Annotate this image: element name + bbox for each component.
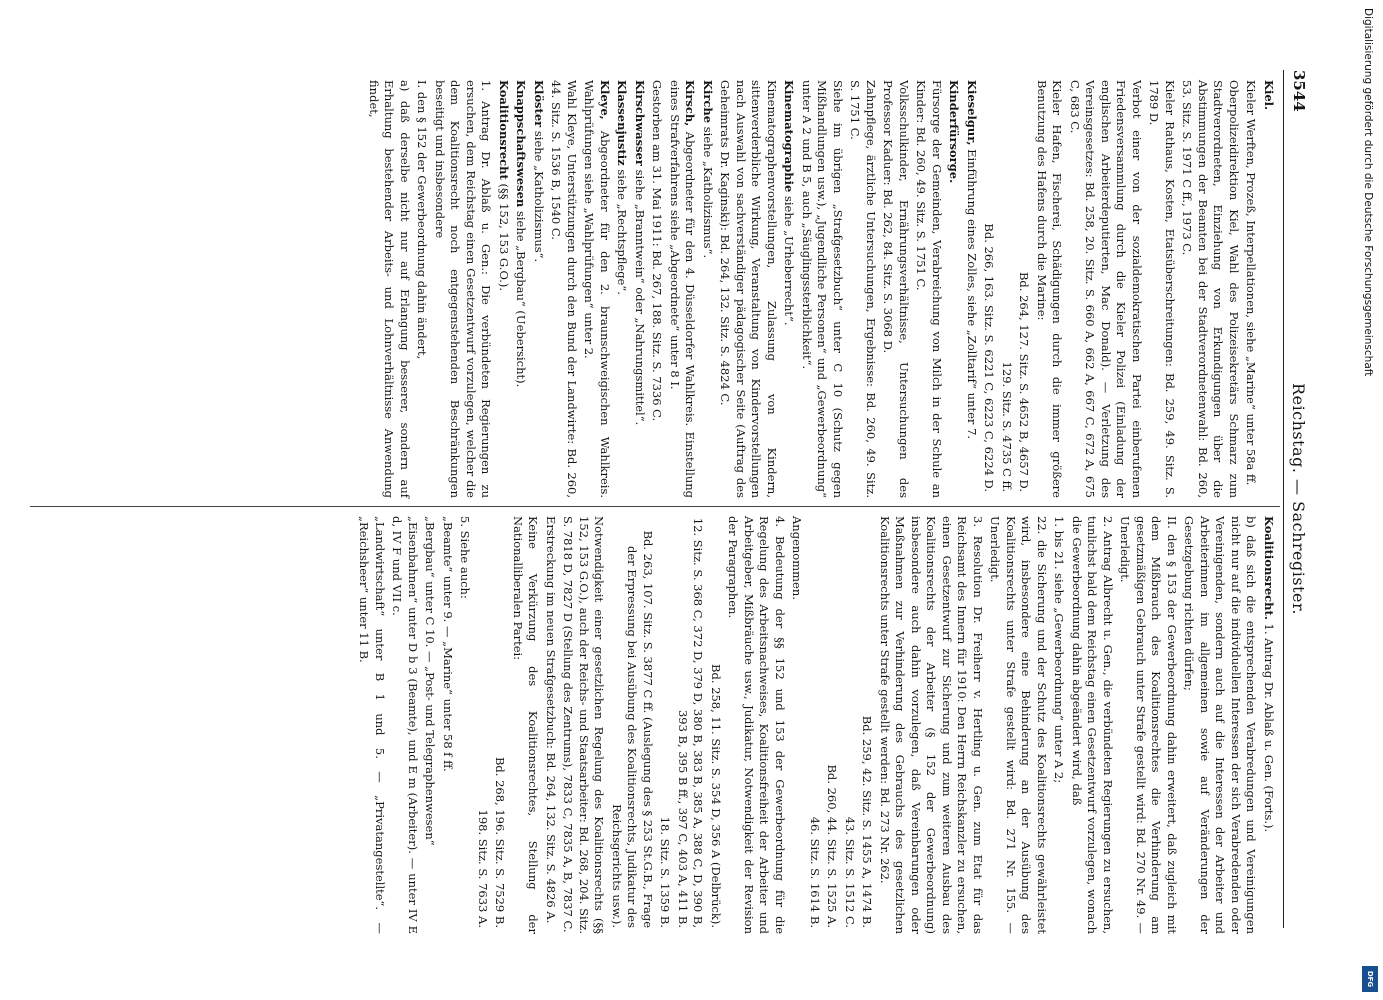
entry-text: I. den § 152 der Gewerbeordnung dahin ändert, [415,80,430,360]
entry-keyword: Kiel. [1262,80,1276,111]
entry-text: (§§ 152, 153 G.O.). [497,183,511,291]
index-entry [475,516,491,934]
entry-text: Wahl Kleye, Unterstützungen durch den Bund der Landwirte: Bd. 260, 44. Sitz. S. 1536 B, 1540 C. [549,80,579,498]
index-entry [1261,80,1277,498]
entry-keyword: Kleye, [598,80,612,120]
entry-text: Oberpolizeidirektion Kiel, Wahl des Polizeisekretärs Schmarz zum Stadtverordneten, Einziehung von Erkundigungen über die Abstimmungen der Beamten bei der Stadtverordnetenwahl: Bd. 260, 53. Sitz. S. 1971 C ff., 1973 C. [1180,80,1241,498]
index-entry [847,80,878,498]
entry-keyword: Klöster [532,80,546,128]
entry-text: Bd. 268, 196. Sitz. S. 7529 B. [493,756,508,928]
entry-text: 46. Sitz. S. 1614 B. [808,816,822,928]
index-entry [614,80,630,498]
entry-text: Zahnpflege, ärztliche Untersuchungen, Ergebnisse: Bd. 260, 49. Sitz. S. 1751 C. [848,80,878,498]
entry-text: 18. Sitz. S. 1359 B. [658,816,673,928]
index-entry [422,516,438,934]
entry-text: 129. Sitz. S. 4735 C ff. [1000,361,1014,492]
entry-text: Bd. 260, 44. Sitz. S. 1525 A. [825,764,840,928]
entry-text: siehe „Katholizismus“. [532,130,546,263]
entry-text: Bd. 259, 42. Sitz. S. 1455 A, 1474 B. [860,715,875,928]
index-entry [700,80,716,498]
index-entry [649,80,665,498]
entry-text: Kieler Werften, Prozeß, Interpellationen, siehe „Marine“ unter 58a ff. [1244,80,1259,486]
entry-text: siehe „Rechtspflege“. [615,169,630,295]
entry-text: „Beamte“ unter 9. — „Marine“ unter 58 f ff. [441,516,455,772]
index-entry [1016,80,1032,498]
index-entry [717,80,779,498]
entry-keyword: Knappschaftswesen [514,80,529,208]
header-rule [1283,70,1284,928]
entry-text: Siehe im übrigen „Strafgesetzbuch“ unter C 10 (Schutz gegen Mißhandlungen usw.), „Jugendliche Personen“ und „Gewerbeordnung“ unter A 2 und B 5, auch „Säuglingssterblichkeit“. [800,80,845,498]
entry-text: 1. Antrag Dr. Ablaß u. Gen. (Forts.). [1262,623,1276,833]
digitization-credit [1360,0,1380,1000]
index-entry [913,80,944,498]
index-entry [1069,516,1116,934]
entry-keyword: Kirsch, [683,80,698,127]
index-entry [1146,80,1177,498]
running-head: Reichstag. — Sachregister. [1289,383,1308,615]
entry-text: Volksschulkinder, Ernährungsverhältnisse, Untersuchungen des Professor Kaduer: Bd. 262, 84. Sitz. S. 3068 D. [881,80,911,498]
index-entry [807,516,823,934]
index-entry [725,516,787,934]
entry-keyword: Kinematographie [782,80,797,193]
index-entry [1067,80,1145,498]
page-number: 3544 [1290,70,1308,112]
entry-text: Kieler Rathaus, Kosten, Etatsüberschreitungen: Bd. 259, 49. Sitz. S. 1789 D. [1147,80,1177,498]
index-entry [1034,80,1065,498]
entry-text: 1. Antrag Dr. Ablaß u. Gen.: Die verbündeten Regierungen zu ersuchen, dem Reichstag einen Gesetzentwurf vorzulegen, welcher die dem Koalitionsrecht noch entgegenstehenden Beschränkungen beseitigt und insbesondere [433,80,494,498]
index-entry [824,516,840,934]
index-entry [999,80,1015,498]
entry-text: Kieler Hafen, Fischerei, Schädigungen durch die immer größere Benutzung des Hafens durch die Marine: [1035,80,1065,498]
index-entry [543,516,559,934]
entry-text: Keine Verkürzung des Koalitionsrechtes, Stellung der Nationalliberalen Partei: [511,516,541,934]
index-entry [799,80,846,498]
index-entry [859,516,875,934]
index-entry [440,516,456,934]
entry-text: Einführung eines Zolles, siehe „Zolltarif“ unter 7. [965,149,979,440]
index-entry [1179,80,1241,498]
index-entry [842,516,858,934]
entry-keyword: Kieselgur, [965,80,979,146]
index-entry [510,516,541,934]
dfg-logo [1362,966,1378,992]
entry-text: Fürsorge der Gemeinden, Verabreichung von Milch in der Schule an Kinder: Bd. 260, 49. Sitz. S. 1751 C. [914,80,944,498]
entry-text: 4. Bedeutung der §§ 152 und 153 der Gewerbeordnung für die Regelung des Arbeitsnachweises, Koalitionsfreiheit der Arbeiter und Arbeitgeber, Mißbräuche usw., Judikatur, Notwendigkeit der Revision der Paragraphen. [726,516,787,934]
entry-text: a) daß derselbe nicht nur auf Erlangung besserer, sondern auf Erhaltung bestehender Arbeits- und Lohnverhältnisse Anwendung findet, [367,80,412,498]
index-entry [789,516,805,934]
index-entry [1117,516,1179,934]
index-entry [366,80,413,498]
index-entry [581,80,612,498]
index-entry [1261,516,1277,934]
entry-text: 3. Resolution Dr. Freiherr v. Hertling u. Gen. zum Etat für das Reichsamt des Innern für 1910: Den Herrn Reichskanzler zu ersuchen, einen Gesetzentwurf zur Sicherung und zum weiteren Ausbau des Koalitionsrechts der Arbeiter (§ 152 der Gewerbeordnung) insbesondere auch dahin vorzulegen, daß Vereinbarungen oder Maßnahmen zur Verhinderung des Gebrauchs des gesetzlichen Koalitionsrechts unter Strafe gestellt werden: Bd. 273 Nr. 262. [878,516,985,934]
index-entry [496,80,512,498]
index-entry [981,80,997,498]
entry-keyword: Koalitionsrecht. [1262,516,1276,620]
entry-text: Gestorben am 31. Mai 1911: Bd. 267, 188. Sitz. S. 7336 C. [650,80,665,422]
index-entry [946,80,962,498]
index-entry [880,80,911,498]
index-entry [708,516,724,934]
index-entry [1051,516,1067,934]
index-entry [657,516,673,934]
index-entry [457,516,473,934]
entry-text: Notwendigkeit einer gesetzlichen Regelung des Koalitionsrechts (§§ 152, 153 G.O.), auch der Reichs- und Staatsarbeiter: Bd. 268, 204. Sitz. S. 7818 D, 7827 D (Stellung des Zentrums), 7833 C, 7835 A, B, 7837 C. [561,516,607,934]
entry-text: Erstreckung im neuen Strafgesetzbuch: Bd. 264, 132. Sitz. S. 4826 A. [544,516,558,924]
index-entry [560,516,607,934]
entry-text: 2. Antrag Albrecht u. Gen., die verbündeten Regierungen zu ersuchen, tunlichst bald dem Reichstag einen Gesetzentwurf vorzulegen, wonach die Gewerbeordnung dahin abgeändert wird, daß [1070,516,1115,934]
entry-text: siehe „Urheberrecht“. [782,195,797,326]
entry-text: siehe „Branntwein“ oder „Nahrungsmittel“. [633,169,647,426]
column-divider [30,506,1280,507]
entry-text: Abgeordneter für den 2. braunschweigischen Wahlkreis. Wahlprüfungen siehe „Wahlprüfungen“ unter 2. [582,80,612,499]
entry-text: siehe „Katholizismus“. [701,126,715,259]
index-entry [389,516,420,934]
entry-text: II. den § 153 der Gewerbeordnung dahin erweitert, daß zugleich mit dem Mißbrauch des Koalitionsrechtes die Verhinderung am gesetzmäßigen Gebrauch unter Strafe gestellt wird: Bd. 270 Nr. 49. — Unerledigt. [1118,516,1179,934]
index-entry [531,80,547,498]
entry-text: 12. Sitz. S. 368 C, 372 D, 379 D, 380 B, 383 B, 385 A, 388 C, D, 390 B, 393 B, 395 B ff., 397 C, 403 A, 411 B. [676,517,706,928]
entry-text: 5. Siehe auch: [458,516,473,599]
left-column [364,80,1277,498]
index-entry [548,80,579,498]
entry-keyword: Kirche [701,80,715,124]
index-entry [432,80,494,498]
index-entry [513,80,529,498]
index-entry [492,516,508,934]
entry-text: b) daß sich die entsprechenden Verabredungen und Vereinigungen nicht nur auf die individuellen Interessen der sich Verabredenden oder Vereinigenden, sondern auch auf die Interessen der Arbeiter und Arbeiterinnen im allgemeinen sowie auf Veränderungen der Gesetzgebung richten dürfen; [1182,516,1259,934]
entry-text: „Eisenbahnen“ unter D b 3 (Beamte), und E m (Arbeiter). — unter IV E d, IV F und VII c. [390,516,420,934]
entry-keyword: Kirschwasser [633,80,647,166]
entry-text: 22. die Sicherung und der Schutz des Koalitionsrechts gewährleistet wird, insbesondere eine Behinderung an der Ausübung des Koalitionsrechts unter Strafe gestellt wird: Bd. 271 Nr. 155. — Unerledigt. [988,516,1049,934]
index-entry [675,516,706,934]
index-entry [987,516,1049,934]
entry-text: Bd. 266, 163. Sitz. S. 6221 C, 6223 C, 6224 D. [982,223,997,492]
index-entry [781,80,797,498]
entry-text: Verbot einer von der sozialdemokratischen Partei einberufenen Friedensversammlung durch die Kieler Polizei (Einladung der englischen Arbeiterdeputierten, Mac Donald). — Verletzung des Vereinsgesetzes: Bd. 258, 20. Sitz. S. 660 A, 662 A, 667 C, 672 A, 675 C, 683 C. [1068,80,1144,498]
entry-text: Bd. 258, 11. Sitz. S. 354 D, 356 A (Delbrück). [709,664,723,928]
index-entry [964,80,980,498]
index-entry [877,516,986,934]
index-entry [1243,80,1259,498]
entry-text: 198. Sitz. S. 7633 A. [476,809,490,928]
index-entry [356,516,387,934]
entry-text: siehe „Bergbau“ (Uebersicht). [514,210,529,388]
dfg-logo-text: DFG [1366,970,1374,988]
index-entry [632,80,648,498]
entry-keyword: Klassenjustiz [615,80,630,166]
entry-text: Kinematographenvorstellungen, Zulassung von Kindern, sittenverderbliche Wirkung, Veranstaltung von Kindervorstellungen nach Auswahl von sachverständiger pädagogischer Seite (Auftrag des Geheimrats Dr. Kaginski): Bd. 264, 132. Sitz. S. 4824 C. [718,80,779,498]
entry-text: „Landwirtschaft“ unter B 1 und 5. — „Privatangestellte“. — „Reichsheer“ unter 11 B. [357,516,387,934]
credit-text: Digitalisierung gefördert durch die Deutsche Forschungsgemeinschaft [1362,8,1374,377]
right-column [354,516,1276,934]
entry-text: Bd. 263, 107. Sitz. S. 3877 C ff. (Auslegung des § 253 St.G.B., Frage der Erpressung bei Ausübung des Koalitionsrechts, Judikatur des Reichsgerichts usw.). [610,530,655,928]
entry-text: 1. bis 21. siehe „Gewerbeordnung“ unter A 2; [1052,516,1067,784]
entry-text: Angenommen. [790,516,805,600]
entry-keyword: Kinderfürsorge. [947,80,962,184]
entry-text: „Bergbau“ unter C 10. — „Post- und Telegraphenwesen“ [423,516,438,846]
page-header [1284,70,1310,928]
entry-keyword: Koalitionsrecht [497,80,511,180]
entry-text: 43. Sitz. S. 1512 C. [843,816,857,928]
index-entry [1181,516,1259,934]
index-entry [414,80,430,498]
entry-text: Bd. 264, 127. Sitz. S. 4652 B, 4657 D. [1017,271,1032,492]
index-entry [609,516,656,934]
index-entry [667,80,698,498]
entry-text: Abgeordneter für den 4. Düsseldorfer Wahlkreis. Einstellung eines Strafverfahrens siehe „Abgeordnete“ unter 8 I. [668,80,698,499]
